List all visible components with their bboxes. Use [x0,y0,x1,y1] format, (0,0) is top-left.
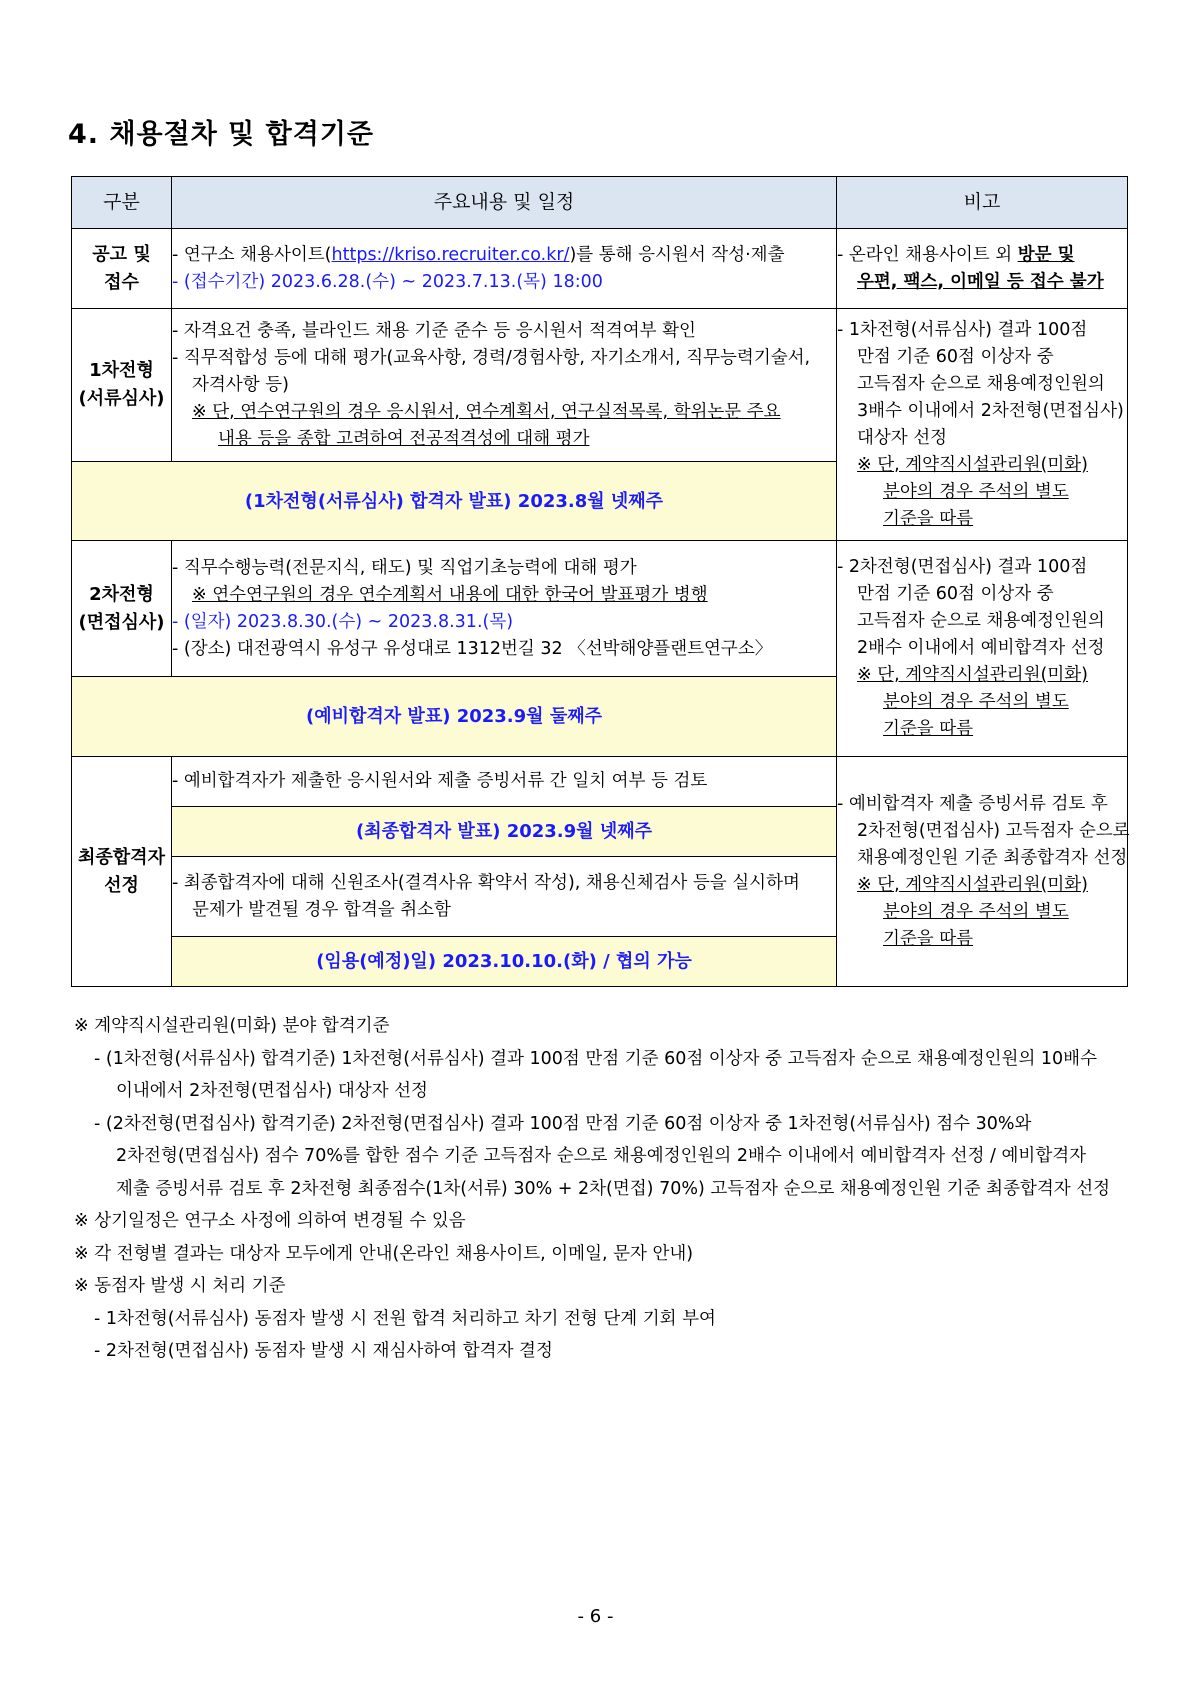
category-label: 1차전형 [89,360,154,381]
note-line: 기준을 따름 [883,928,974,949]
footnote-line: ※ 계약직시설관리원(미화) 분야 합격기준 [74,1016,390,1036]
note-line: - 1차전형(서류심사) 결과 100점 [837,319,1088,340]
recruit-site-link[interactable]: https://kriso.recruiter.co.kr/ [331,244,570,265]
note-line: 대상자 선정 [857,427,948,448]
note-emphasis: 우편, 팩스, 이메일 등 접수 불가 [857,271,1104,292]
recruitment-procedure-table [71,176,1128,987]
note-line: 분야의 경우 주석의 별도 [883,692,1069,712]
note-line: 고득점자 순으로 채용예정인원의 [857,373,1105,394]
note-round1 [837,309,1128,541]
note-text: - 온라인 채용사이트 외 [837,244,1018,265]
footnote-line: 2차전형(면접심사) 점수 70%를 합한 점수 기준 고득점자 순으로 채용예정인원의 2배수 이내에서 예비합격자 선정 / 예비합격자 [116,1146,1087,1166]
content-line: 자격사항 등) [192,374,289,395]
content-final-check [172,857,837,937]
footnotes [74,1010,1110,1368]
page-number: - 6 - [577,1606,614,1627]
footnote-line: - (2차전형(면접심사) 합격기준) 2차전형(면접심사) 결과 100점 만점 기준 60점 이상자 중 1차전형(서류심사) 점수 30%와 [94,1113,1032,1134]
category-label: 접수 [104,271,139,293]
note-line: 2배수 이내에서 예비합격자 선정 [857,638,1105,658]
content-line: - (장소) 대전광역시 유성구 유성대로 1312번길 32 〈선박해양플랜트연구소〉 [172,638,773,659]
content-final-review [172,757,837,807]
content-text: - 연구소 채용사이트( [172,244,332,265]
footnote-line: - (1차전형(서류심사) 합격기준) 1차전형(서류심사) 결과 100점 만점 기준 60점 이상자 중 고득점자 순으로 채용예정인원의 10배수 [94,1048,1097,1069]
content-line: 내용 등을 종합 고려하여 전공적격성에 대해 평가 [218,428,590,449]
category-label: 공고 및 [92,243,151,265]
note-line: - 2차전형(면접심사) 결과 100점 [837,557,1088,577]
note-emphasis: 방문 및 [1017,244,1075,265]
note-line: ※ 단, 계약직시설관리원(미화) [857,665,1088,685]
category-notice [72,229,172,309]
table-row-final-review [72,757,1128,807]
note-line: 만점 기준 60점 이상자 중 [857,346,1054,367]
content-round1 [172,309,837,462]
round2-announcement: (예비합격자 발표) 2023.9월 둘째주 [72,677,837,757]
content-notice [172,229,837,309]
category-label: 2차전형 [89,583,154,605]
note-round2 [837,541,1128,757]
note-line: ※ 단, 계약직시설관리원(미화) [857,874,1088,895]
header-content: 주요내용 및 일정 [172,177,837,229]
content-line: - 예비합격자가 제출한 응시원서와 제출 증빙서류 간 일치 여부 등 검토 [172,771,708,791]
content-line: 문제가 발견될 경우 합격을 취소함 [192,899,451,920]
category-final [72,757,172,987]
note-line: 고득점자 순으로 채용예정인원의 [857,611,1105,631]
footnote-line: - 1차전형(서류심사) 동점자 발생 시 전원 합격 처리하고 차기 전형 단계 기회 부여 [94,1308,716,1329]
page-title: 4. 채용절차 및 합격기준 [68,119,374,150]
category-round2 [72,541,172,677]
footnote-line: ※ 상기일정은 연구소 사정에 의하여 변경될 수 있음 [74,1211,466,1231]
header-note: 비고 [837,177,1128,229]
header-category: 구분 [72,177,172,229]
category-round1 [72,309,172,462]
content-line: - 자격요건 충족, 블라인드 채용 기준 준수 등 응시원서 적격여부 확인 [172,320,696,341]
appointment-date: (임용(예정)일) 2023.10.10.(화) / 협의 가능 [172,937,837,987]
content-line: - 최종합격자에 대해 신원조사(결격사유 확약서 작성), 채용신체검사 등을 실시하며 [172,872,800,893]
note-line: 분야의 경우 주석의 별도 [883,901,1069,922]
content-line: - 직무수행능력(전문지식, 태도) 및 직업기초능력에 대해 평가 [172,557,637,578]
footnote-line: - 2차전형(면접심사) 동점자 발생 시 재심사하여 합격자 결정 [94,1341,553,1361]
content-round2 [172,541,837,677]
note-line: 만점 기준 60점 이상자 중 [857,584,1054,604]
note-line: ※ 단, 계약직시설관리원(미화) [857,454,1088,475]
note-line: 기준을 따름 [883,508,974,529]
table-row-round1 [72,309,1128,462]
footnote-line: 제출 증빙서류 검토 후 2차전형 최종점수(1차(서류) 30% + 2차(면접) 70%) 고득점자 순으로 채용예정인원 기준 최종합격자 선정 [116,1178,1111,1199]
content-line: ※ 연수연구원의 경우 연수계획서 내용에 대한 한국어 발표평가 병행 [192,584,708,605]
note-line: 분야의 경우 주석의 별도 [883,481,1069,502]
content-text: )를 통해 응시원서 작성·제출 [569,244,785,265]
category-label: 최종합격자 [78,846,165,868]
note-line: 3배수 이내에서 2차전형(면접심사) [857,400,1124,421]
application-period: - (접수기간) 2023.6.28.(수) ~ 2023.7.13.(목) 18:00 [172,271,603,292]
note-line: 기준을 따름 [883,719,974,739]
final-announcement: (최종합격자 발표) 2023.9월 넷째주 [172,807,837,857]
note-notice [837,229,1128,309]
note-line: - 예비합격자 제출 증빙서류 검토 후 [837,793,1108,814]
footnote-line: 이내에서 2차전형(면접심사) 대상자 선정 [116,1081,428,1101]
note-final [837,757,1128,987]
interview-dates: - (일자) 2023.8.30.(수) ~ 2023.8.31.(목) [172,611,514,632]
content-line: ※ 단, 연수연구원의 경우 응시원서, 연수계획서, 연구실적목록, 학위논문 주요 [192,401,781,422]
content-line: - 직무적합성 등에 대해 평가(교육사항, 경력/경험사항, 자기소개서, 직무능력기술서, [172,347,811,368]
footnote-line: ※ 각 전형별 결과는 대상자 모두에게 안내(온라인 채용사이트, 이메일, 문자 안내) [74,1243,694,1264]
table-row-notice [72,229,1128,309]
note-line: 채용예정인원 기준 최종합격자 선정 [857,847,1128,868]
category-label: (면접심사) [78,611,165,633]
category-label: 선정 [104,874,139,896]
table-row-round2 [72,541,1128,677]
note-line: 2차전형(면접심사) 고득점자 순으로 [857,820,1130,841]
round1-announcement: (1차전형(서류심사) 합격자 발표) 2023.8월 넷째주 [72,462,837,541]
footnote-line: ※ 동점자 발생 시 처리 기준 [74,1276,286,1296]
category-label: (서류심사) [78,388,165,409]
table-header-row [72,177,1128,229]
